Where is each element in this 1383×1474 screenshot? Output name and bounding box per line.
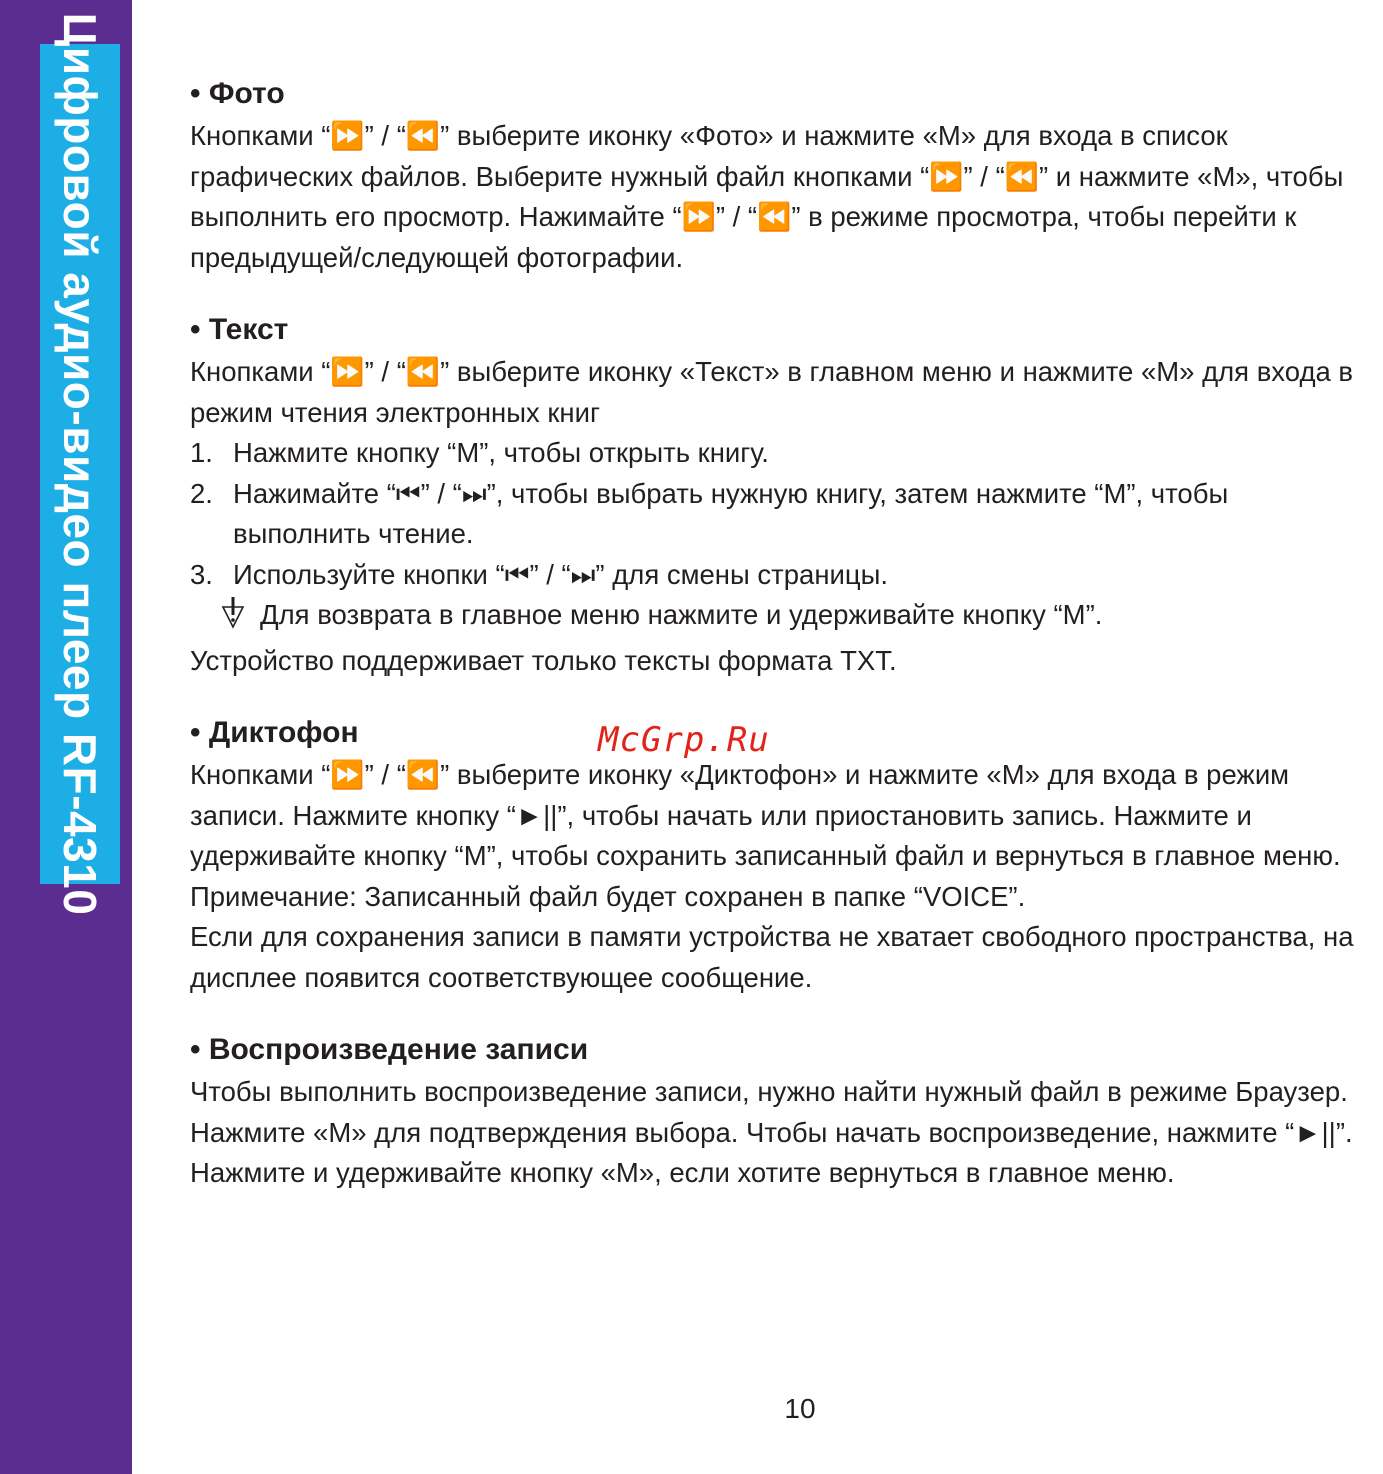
list-number: 2. [190, 477, 213, 509]
section-playback [190, 1028, 1370, 1194]
page-content [190, 72, 1370, 1224]
photo-body: Кнопками “⏩” / “⏪” выберите иконку «Фото» и нажмите «M» для входа в список графических файлов. Выберите нужный файл кнопками “⏩” / “⏪” и нажмите «M», чтобы выполнить его просмотр. Нажимайте “⏩” / “⏪” в режиме просмотра, чтобы перейти к предыдущей/следующей фотографии. [190, 120, 1344, 273]
watermark: McGrp.Ru [598, 720, 770, 760]
warning-icon [220, 595, 260, 641]
playback-body-1: Чтобы выполнить воспроизведение записи, нужно найти нужный файл в режиме Браузер. [190, 1076, 1348, 1107]
list-item [190, 474, 1370, 555]
note [190, 595, 1370, 641]
section-photo [190, 72, 1370, 278]
section-heading-recorder: • Диктофон [190, 716, 359, 749]
recorder-body-3: Если для сохранения записи в памяти устройства не хватает свободного пространства, на дисплее появится соответствующее сообщение. [190, 921, 1354, 993]
section-recorder [190, 711, 1370, 998]
list-text: Нажмите кнопку “M”, чтобы открыть книгу. [233, 437, 769, 468]
page-number: 10 [784, 1393, 816, 1424]
list-text: Используйте кнопки “⏮” / “⏭” для смены страницы. [233, 558, 889, 590]
playback-body-2: Нажмите «M» для подтверждения выбора. Чтобы начать воспроизведение, нажмите “►||”. Нажмите и удерживайте кнопку «M», если хотите вернуться в главное меню. [190, 1116, 1353, 1188]
side-title: Цифровой аудио-видео плеер RF-4310 [54, 12, 106, 916]
section-heading-playback: • Воспроизведение записи [190, 1033, 589, 1066]
list-text: Нажимайте “⏮” / “⏭”, чтобы выбрать нужную книгу, затем нажмите “M”, чтобы выполнить чтение. [233, 477, 1229, 549]
recorder-body-2: Примечание: Записанный файл будет сохранен в папке “VOICE”. [190, 880, 1026, 912]
list-number: 1. [190, 437, 213, 468]
text-footer: Устройство поддерживает только тексты формата TXT. [190, 644, 897, 676]
list-item [190, 433, 1370, 474]
note-text: Для возврата в главное меню нажмите и удерживайте кнопку “M”. [260, 599, 1103, 630]
section-text [190, 308, 1370, 681]
list-number: 3. [190, 558, 213, 590]
section-heading-photo: • Фото [190, 77, 285, 110]
side-title-box [40, 12, 120, 916]
section-heading-text: • Текст [190, 313, 289, 346]
text-intro: Кнопками “⏩” / “⏪” выберите иконку «Текст» в главном меню и нажмите «M» для входа в режим чтения электронных книг [190, 356, 1354, 428]
list-item [190, 555, 1370, 596]
recorder-body-1: Кнопками “⏩” / “⏪” выберите иконку «Диктофон» и нажмите «M» для входа в режим записи. Нажмите кнопку “►||”, чтобы начать или приостановить запись. Нажмите и удерживайте кнопку “M”, чтобы сохранить записанный файл и вернуться в главное меню. [190, 759, 1341, 871]
